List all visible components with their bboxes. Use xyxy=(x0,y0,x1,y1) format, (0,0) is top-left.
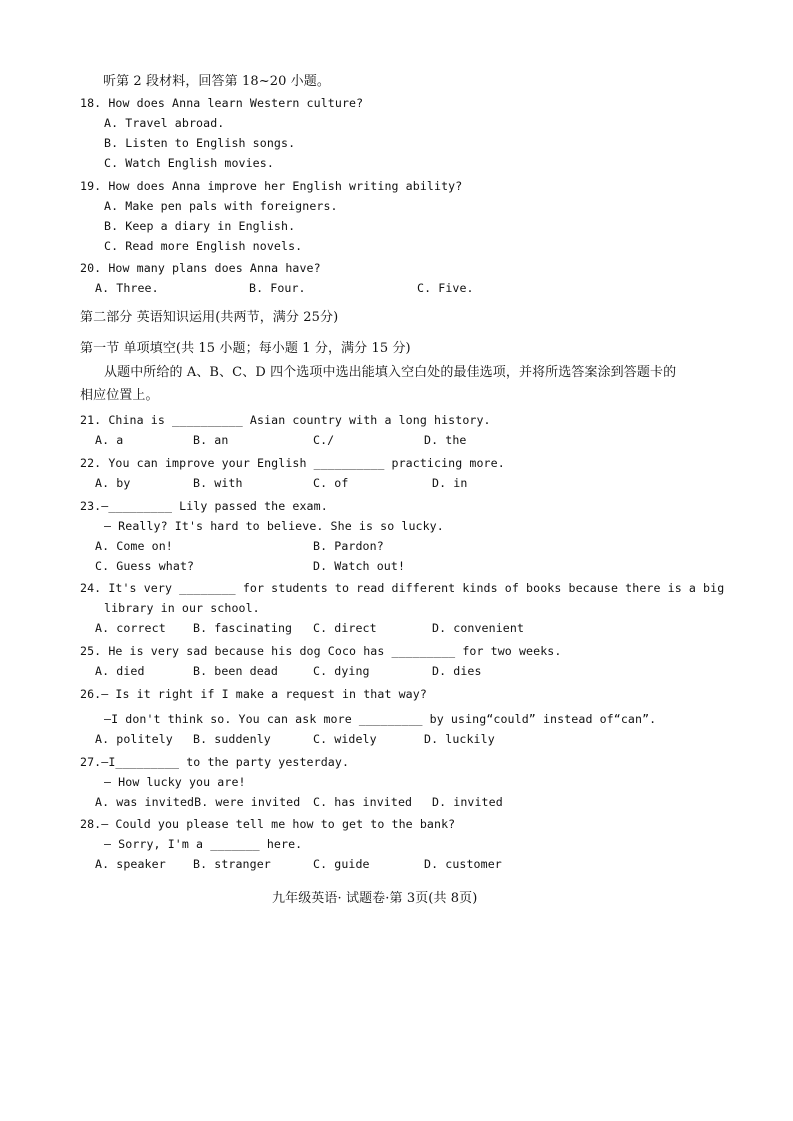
question-26-option-c: C. widely xyxy=(313,732,377,746)
question-18-option-a: A. Travel abroad. xyxy=(104,116,225,130)
question-21-option-b: B. an xyxy=(193,433,229,447)
question-21-stem: 21. China is __________ Asian country with a long history. xyxy=(80,413,491,427)
question-23-line-2: — Really? It's hard to believe. She is so lucky. xyxy=(104,519,444,533)
section-intro: 听第 2 段材料，回答第 18~20 小题。 xyxy=(103,74,330,89)
question-23-option-d: D. Watch out! xyxy=(313,559,406,573)
question-22-option-d: D. in xyxy=(432,476,468,490)
question-28-option-c: C. guide xyxy=(313,857,370,871)
question-24-option-b: B. fascinating xyxy=(193,621,293,635)
question-26-option-d: D. luckily xyxy=(424,732,495,746)
question-23-option-a: A. Come on! xyxy=(95,539,173,553)
question-25-option-b: B. been dead xyxy=(193,664,278,678)
question-25-option-a: A. died xyxy=(95,664,145,678)
question-24-option-d: D. convenient xyxy=(432,621,525,635)
question-20-option-a: A. Three. xyxy=(95,281,159,295)
question-18-stem: 18. How does Anna learn Western culture? xyxy=(80,96,364,110)
question-24-option-c: C. direct xyxy=(313,621,377,635)
question-24-option-a: A. correct xyxy=(95,621,166,635)
question-28-option-a: A. speaker xyxy=(95,857,166,871)
question-19-option-b: B. Keep a diary in English. xyxy=(104,219,296,233)
question-27-line-2: — How lucky you are! xyxy=(104,775,246,789)
question-22-option-b: B. with xyxy=(193,476,243,490)
question-21-option-a: A. a xyxy=(95,433,124,447)
page-footer: 九年级英语· 试题卷·第 3页(共 8页) xyxy=(272,891,478,906)
question-27-option-c: C. has invited xyxy=(313,795,413,809)
question-23-option-c: C. Guess what? xyxy=(95,559,195,573)
question-20-option-c: C. Five. xyxy=(417,281,474,295)
question-21-option-d: D. the xyxy=(424,433,467,447)
question-26-option-a: A. politely xyxy=(95,732,173,746)
question-18-option-c: C. Watch English movies. xyxy=(104,156,274,170)
question-23-line-1: 23.—_________ Lily passed the exam. xyxy=(80,499,328,513)
question-25-option-c: C. dying xyxy=(313,664,370,678)
question-26-line-1: 26.— Is it right if I make a request in that way? xyxy=(80,687,427,701)
question-24-line-1: 24. It's very ________ for students to read different kinds of books because there is a big xyxy=(80,581,725,595)
question-20-option-b: B. Four. xyxy=(249,281,306,295)
question-28-line-1: 28.— Could you please tell me how to get to the bank? xyxy=(80,817,456,831)
question-25-option-d: D. dies xyxy=(432,664,482,678)
question-22-stem: 22. You can improve your English __________ practicing more. xyxy=(80,456,505,470)
question-28-option-b: B. stranger xyxy=(193,857,271,871)
question-19-stem: 19. How does Anna improve her English writing ability? xyxy=(80,179,463,193)
question-27-option-ab: A. was invitedB. were invited xyxy=(95,795,301,809)
instruction-line-2: 相应位置上。 xyxy=(80,388,159,403)
question-24-line-2: library in our school. xyxy=(104,601,260,615)
question-18-option-b: B. Listen to English songs. xyxy=(104,136,296,150)
question-25-stem: 25. He is very sad because his dog Coco has _________ for two weeks. xyxy=(80,644,562,658)
question-26-option-b: B. suddenly xyxy=(193,732,271,746)
question-19-option-a: A. Make pen pals with foreigners. xyxy=(104,199,338,213)
question-23-option-b: B. Pardon? xyxy=(313,539,384,553)
question-22-option-c: C. of xyxy=(313,476,349,490)
question-20-stem: 20. How many plans does Anna have? xyxy=(80,261,321,275)
question-26-line-2: —I don't think so. You can ask more _________ by using“could” instead of“can”. xyxy=(104,712,657,726)
part2-title: 第二部分 英语知识运用(共两节，满分 25分) xyxy=(80,310,339,325)
question-27-option-d: D. invited xyxy=(432,795,503,809)
question-27-line-1: 27.—I_________ to the party yesterday. xyxy=(80,755,350,769)
instruction-line-1: 从题中所给的 A、B、C、D 四个选项中选出能填入空白处的最佳选项，并将所选答案涂到答题卡的 xyxy=(104,365,677,380)
question-21-option-c: C./ xyxy=(313,433,335,447)
question-22-option-a: A. by xyxy=(95,476,131,490)
question-28-line-2: — Sorry, I'm a _______ here. xyxy=(104,837,303,851)
question-28-option-d: D. customer xyxy=(424,857,502,871)
question-19-option-c: C. Read more English novels. xyxy=(104,239,303,253)
section1-title: 第一节 单项填空(共 15 小题；每小题 1 分，满分 15 分) xyxy=(80,341,411,356)
